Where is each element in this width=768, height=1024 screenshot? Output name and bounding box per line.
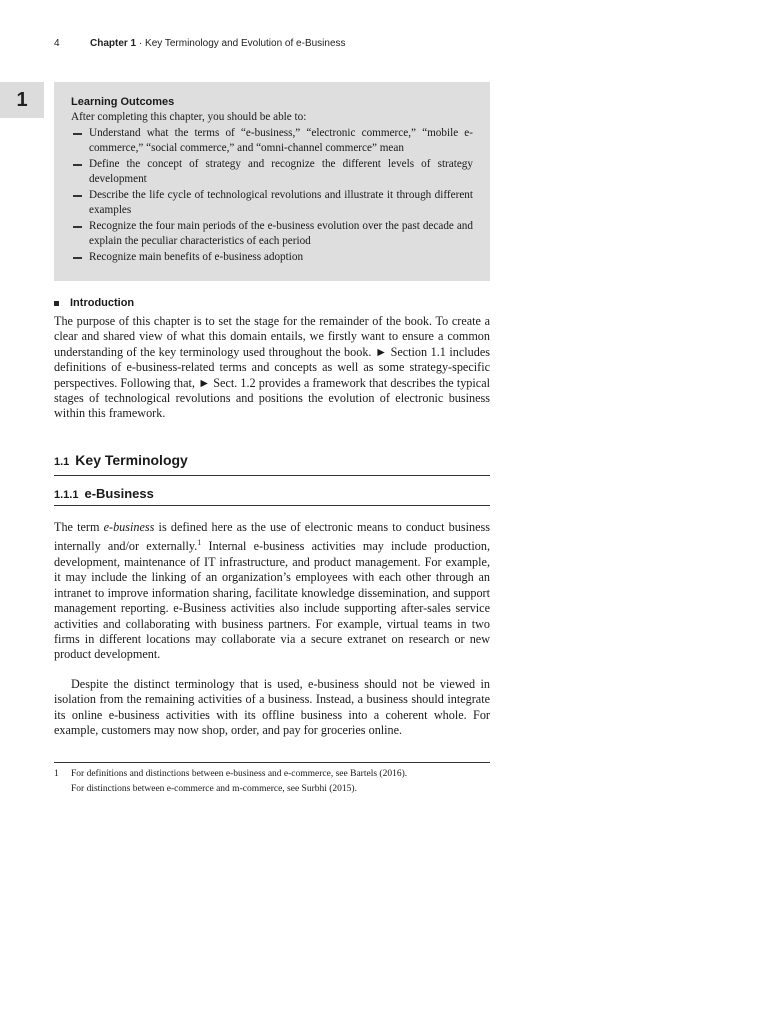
dash-bullet-icon bbox=[73, 164, 82, 166]
paragraph-text: is defined here as the use of electronic means to conduct business internally and/or externally. bbox=[54, 520, 490, 554]
ebusiness-paragraph-1 bbox=[54, 520, 490, 663]
dash-bullet-icon bbox=[73, 257, 82, 259]
learning-outcomes-list bbox=[71, 126, 473, 266]
ebusiness-paragraph-2: Despite the distinct terminology that is used, e-business should not be viewed in isolation from the remaining activities of a business. Instead, a business should integrate its online e-business activities with its offline business into a coherent whole. For example, customers may now shop, order, and pay for groceries online. bbox=[54, 677, 490, 738]
paragraph-text: The term bbox=[54, 520, 104, 534]
footnote-number: 1 bbox=[54, 769, 59, 779]
page-number: 4 bbox=[54, 38, 60, 49]
footnote-rule bbox=[54, 762, 490, 763]
outcome-item bbox=[71, 219, 473, 250]
dash-bullet-icon bbox=[73, 195, 82, 197]
outcome-item bbox=[71, 157, 473, 188]
subsection-title: e-Business bbox=[84, 486, 154, 501]
defined-term: e-business bbox=[103, 520, 155, 534]
paragraph-text: Internal e-business activities may include production, development, maintenance of IT infrastructure, and product management. For example, it may include the linking of an organization’s employees with each other through an intranet to improve information sharing, facilitate knowledge dissemination, and support management reporting. e-Business activities also include supporting after-sales service activities and collaborating with business partners. For example, virtual teams in two firms in different locations may collaborate via a secure extranet on research or new product development. bbox=[54, 539, 490, 662]
section-heading-1-1 bbox=[54, 452, 490, 470]
footnote-text: For definitions and distinctions between e-business and e-commerce, see Bartels (2016). bbox=[71, 769, 408, 779]
chapter-title: Key Terminology and Evolution of e-Business bbox=[145, 38, 346, 49]
section-heading-1-1-1 bbox=[54, 485, 490, 503]
footnote-reference[interactable]: 1 bbox=[197, 538, 202, 548]
introduction-heading bbox=[54, 297, 134, 309]
subsection-number: 1.1.1 bbox=[54, 489, 79, 501]
outcome-text: Recognize main benefits of e-business adoption bbox=[89, 250, 304, 263]
footnote-line-2: For distinctions between e-commerce and m-commerce, see Surbhi (2015). bbox=[71, 784, 357, 794]
outcome-text: Recognize the four main periods of the e-business evolution over the past decade and explain the peculiar characteristics of each period bbox=[89, 219, 473, 247]
outcome-text: Define the concept of strategy and recognize the different levels of strategy development bbox=[89, 157, 473, 185]
footnote bbox=[54, 767, 490, 797]
chapter-label: Chapter 1 bbox=[90, 38, 137, 49]
learning-outcomes-lead: After completing this chapter, you should be able to: bbox=[71, 111, 307, 123]
footnote-line-1 bbox=[54, 767, 490, 782]
subsection-rule bbox=[54, 505, 490, 506]
learning-outcomes-box bbox=[54, 82, 490, 281]
header-separator: · bbox=[138, 38, 143, 49]
outcome-item bbox=[71, 250, 473, 266]
outcome-item bbox=[71, 188, 473, 219]
dash-bullet-icon bbox=[73, 133, 82, 135]
learning-outcomes-title: Learning Outcomes bbox=[71, 96, 175, 108]
introduction-paragraph: The purpose of this chapter is to set the stage for the remainder of the book. To create a clear and shared view of what this domain entails, we firstly want to ensure a common understanding of the key terminology used throughout the book. ► Section 1.1 includes definitions of e-business-related terms and concepts as well as some strategy-specific perspectives. Following that, ► Sect. 1.2 provides a framework that describes the typical stages of technological revolutions and positions the evolution of electronic business within this framework. bbox=[54, 314, 490, 421]
dash-bullet-icon bbox=[73, 226, 82, 228]
section-number: 1.1 bbox=[54, 456, 70, 468]
section-title: Key Terminology bbox=[75, 452, 188, 468]
running-header bbox=[54, 38, 346, 49]
outcome-text: Describe the life cycle of technological revolutions and illustrate it through different examples bbox=[89, 188, 473, 216]
chapter-tab: 1 bbox=[0, 82, 44, 118]
introduction-heading-text: Introduction bbox=[70, 297, 135, 309]
outcome-text: Understand what the terms of “e-business,” “electronic commerce,” “mobile e-commerce,” “social commerce,” and “omni-channel commerce” mean bbox=[89, 126, 473, 154]
section-rule bbox=[54, 475, 490, 476]
outcome-item bbox=[71, 126, 473, 157]
square-bullet-icon bbox=[54, 301, 59, 306]
